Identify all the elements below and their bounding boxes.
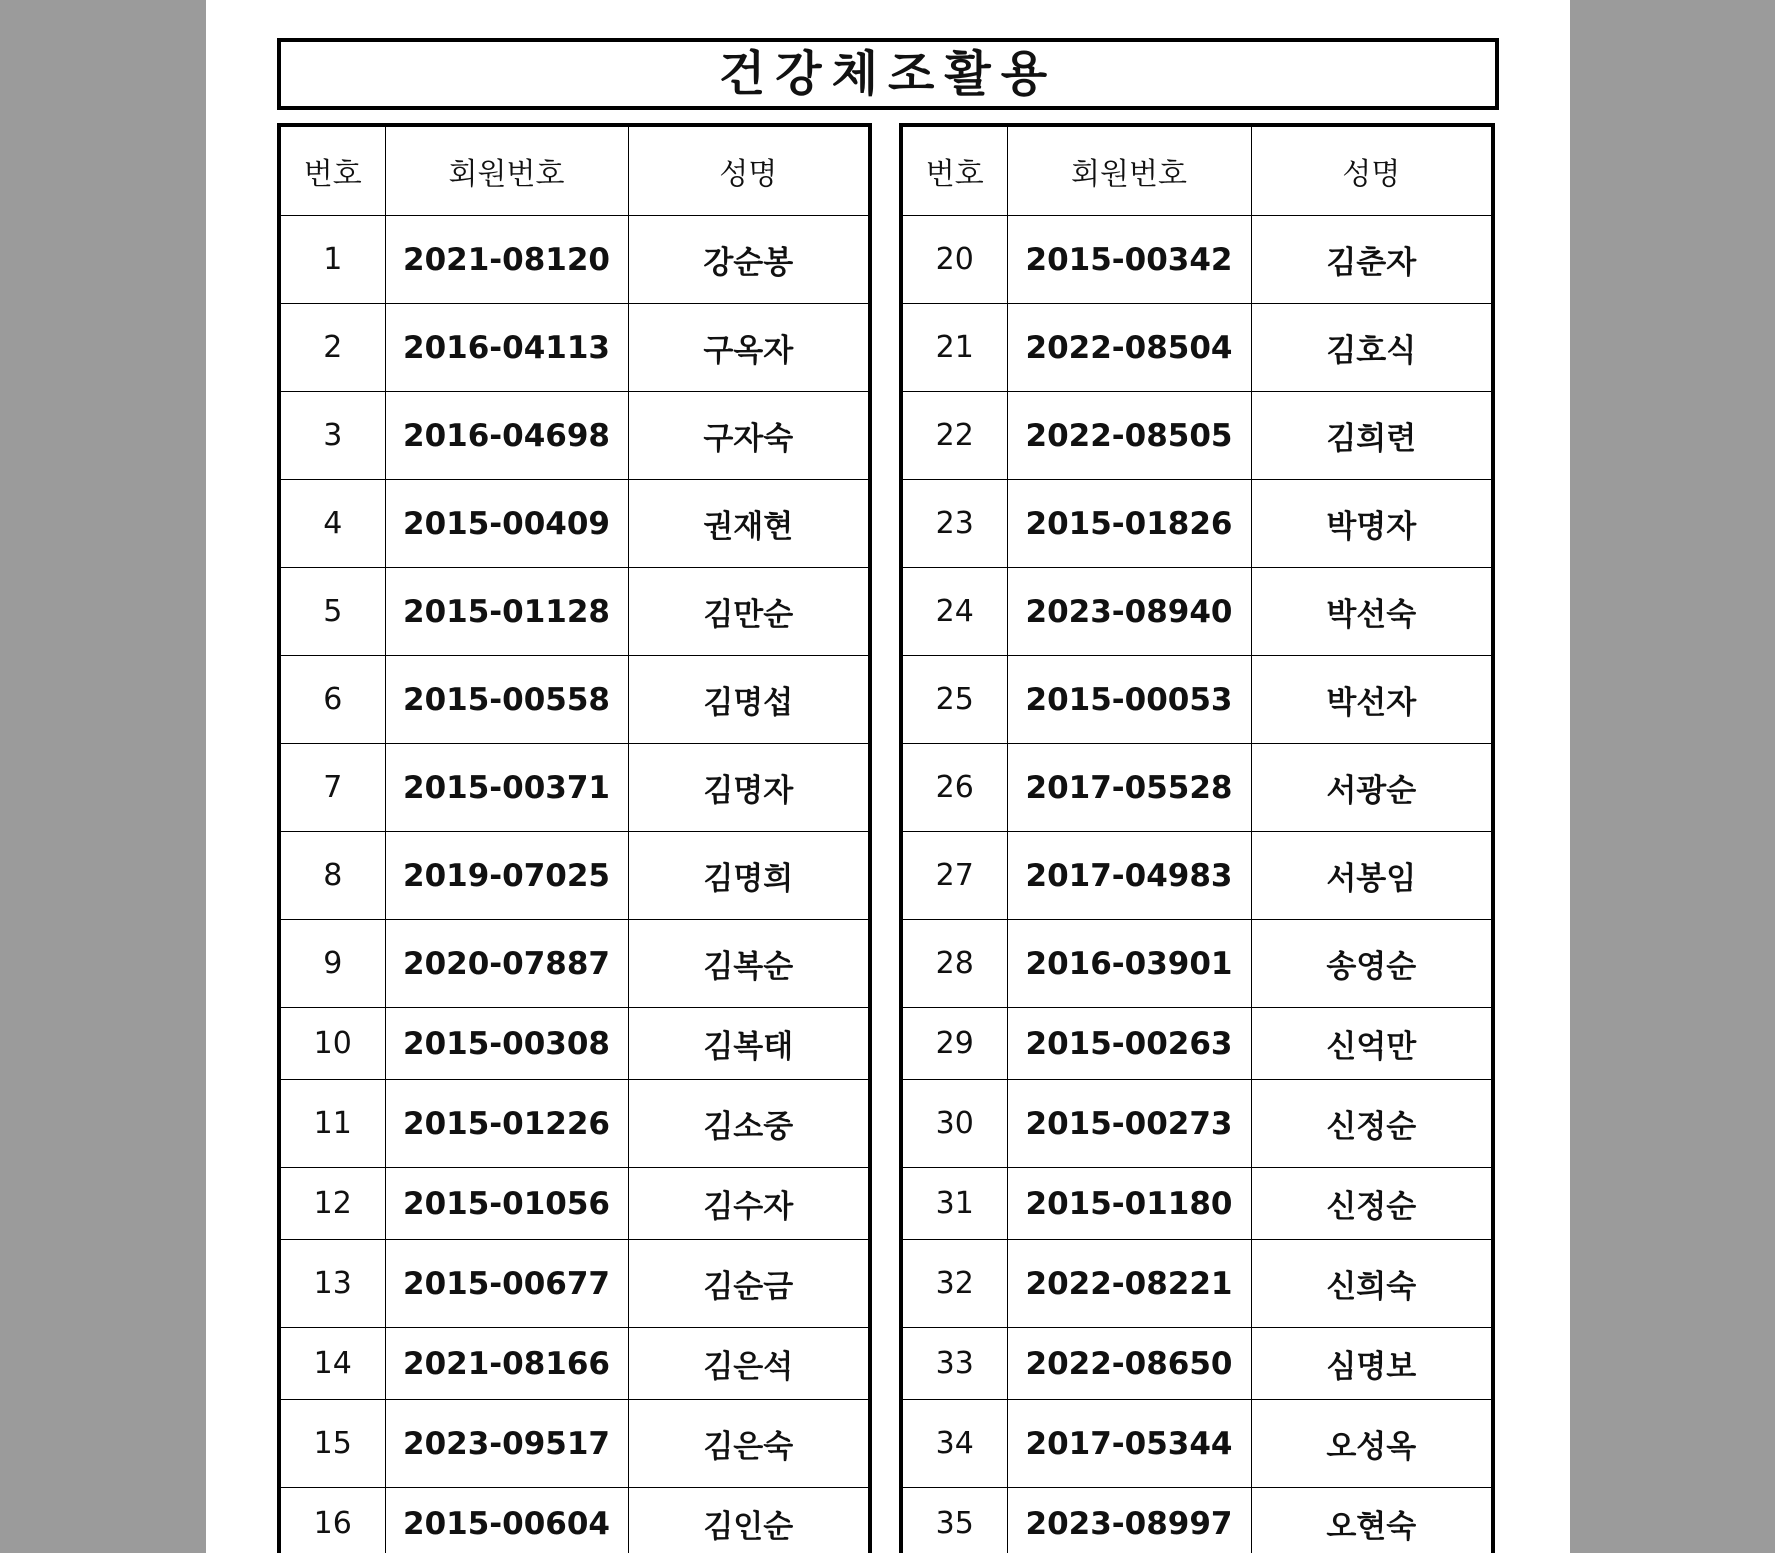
member-name: 강순봉 xyxy=(628,216,870,304)
member-name: 김은숙 xyxy=(628,1400,870,1488)
row-number: 16 xyxy=(279,1488,385,1553)
table-row xyxy=(901,392,1493,480)
member-name: 김인순 xyxy=(628,1488,870,1553)
member-id: 2017-05344 xyxy=(1007,1400,1251,1488)
row-number: 7 xyxy=(279,744,385,832)
member-id: 2020-07887 xyxy=(385,920,628,1008)
row-number: 20 xyxy=(901,216,1007,304)
member-name: 구옥자 xyxy=(628,304,870,392)
table-row xyxy=(279,920,870,1008)
table-row xyxy=(901,1008,1493,1080)
member-name: 서봉임 xyxy=(1251,832,1493,920)
member-name: 김명희 xyxy=(628,832,870,920)
member-id: 2022-08504 xyxy=(1007,304,1251,392)
row-number: 1 xyxy=(279,216,385,304)
table-row xyxy=(279,304,870,392)
member-name: 김은석 xyxy=(628,1328,870,1400)
member-name: 송영순 xyxy=(1251,920,1493,1008)
table-row xyxy=(901,920,1493,1008)
member-id: 2015-00342 xyxy=(1007,216,1251,304)
table-row xyxy=(901,744,1493,832)
member-name: 심명보 xyxy=(1251,1328,1493,1400)
member-id: 2021-08120 xyxy=(385,216,628,304)
row-number: 24 xyxy=(901,568,1007,656)
member-id: 2015-00273 xyxy=(1007,1080,1251,1168)
header-no: 번호 xyxy=(901,125,1007,216)
member-id: 2015-01826 xyxy=(1007,480,1251,568)
table-row xyxy=(279,480,870,568)
member-name: 구자숙 xyxy=(628,392,870,480)
member-id: 2022-08650 xyxy=(1007,1328,1251,1400)
table-row xyxy=(901,1328,1493,1400)
member-name: 신억만 xyxy=(1251,1008,1493,1080)
row-number: 26 xyxy=(901,744,1007,832)
member-name: 박명자 xyxy=(1251,480,1493,568)
table-row xyxy=(279,1488,870,1553)
table-row xyxy=(901,1080,1493,1168)
member-id: 2015-00371 xyxy=(385,744,628,832)
member-id: 2015-00308 xyxy=(385,1008,628,1080)
row-number: 23 xyxy=(901,480,1007,568)
table-row xyxy=(901,480,1493,568)
table-row xyxy=(279,656,870,744)
row-number: 35 xyxy=(901,1488,1007,1553)
table-row xyxy=(279,216,870,304)
member-id: 2015-00558 xyxy=(385,656,628,744)
table-row xyxy=(901,1240,1493,1328)
row-number: 21 xyxy=(901,304,1007,392)
table-row xyxy=(279,1400,870,1488)
row-number: 12 xyxy=(279,1168,385,1240)
table-row xyxy=(279,1168,870,1240)
member-name: 박선숙 xyxy=(1251,568,1493,656)
member-id: 2017-04983 xyxy=(1007,832,1251,920)
member-id: 2022-08221 xyxy=(1007,1240,1251,1328)
member-name: 김호식 xyxy=(1251,304,1493,392)
row-number: 5 xyxy=(279,568,385,656)
row-number: 2 xyxy=(279,304,385,392)
document-page xyxy=(206,0,1570,1553)
table-row xyxy=(279,1080,870,1168)
row-number: 29 xyxy=(901,1008,1007,1080)
row-number: 6 xyxy=(279,656,385,744)
table-row xyxy=(901,1488,1493,1553)
member-name: 김명섭 xyxy=(628,656,870,744)
table-row xyxy=(279,568,870,656)
member-id: 2022-08505 xyxy=(1007,392,1251,480)
member-id: 2023-08997 xyxy=(1007,1488,1251,1553)
member-id: 2015-01128 xyxy=(385,568,628,656)
row-number: 27 xyxy=(901,832,1007,920)
row-number: 13 xyxy=(279,1240,385,1328)
member-name: 신정순 xyxy=(1251,1168,1493,1240)
row-number: 4 xyxy=(279,480,385,568)
member-name: 김순금 xyxy=(628,1240,870,1328)
member-name: 김춘자 xyxy=(1251,216,1493,304)
member-id: 2021-08166 xyxy=(385,1328,628,1400)
member-name: 권재현 xyxy=(628,480,870,568)
member-name: 김소중 xyxy=(628,1080,870,1168)
member-name: 오현숙 xyxy=(1251,1488,1493,1553)
table-row xyxy=(901,1400,1493,1488)
table-row xyxy=(901,216,1493,304)
member-name: 김희련 xyxy=(1251,392,1493,480)
member-table-right xyxy=(899,123,1495,1553)
member-table-left xyxy=(277,123,872,1553)
row-number: 9 xyxy=(279,920,385,1008)
table-body-right xyxy=(901,216,1493,1553)
member-name: 김복태 xyxy=(628,1008,870,1080)
table-row xyxy=(279,392,870,480)
row-number: 32 xyxy=(901,1240,1007,1328)
table-row xyxy=(279,1008,870,1080)
page-title: 건강체조활용 xyxy=(718,46,1058,102)
row-number: 31 xyxy=(901,1168,1007,1240)
row-number: 33 xyxy=(901,1328,1007,1400)
member-id: 2015-01226 xyxy=(385,1080,628,1168)
table-row xyxy=(279,1240,870,1328)
table-row xyxy=(279,832,870,920)
table-row xyxy=(901,568,1493,656)
member-id: 2017-05528 xyxy=(1007,744,1251,832)
row-number: 14 xyxy=(279,1328,385,1400)
table-row xyxy=(901,832,1493,920)
table-body-left xyxy=(279,216,870,1553)
header-row xyxy=(279,125,870,216)
row-number: 15 xyxy=(279,1400,385,1488)
table-row xyxy=(901,656,1493,744)
member-id: 2015-00604 xyxy=(385,1488,628,1553)
member-name: 박선자 xyxy=(1251,656,1493,744)
member-id: 2015-00053 xyxy=(1007,656,1251,744)
member-name: 서광순 xyxy=(1251,744,1493,832)
header-member-id: 회원번호 xyxy=(1007,125,1251,216)
member-name: 김수자 xyxy=(628,1168,870,1240)
table-row xyxy=(279,1328,870,1400)
member-id: 2015-00677 xyxy=(385,1240,628,1328)
member-name: 김만순 xyxy=(628,568,870,656)
header-no: 번호 xyxy=(279,125,385,216)
member-name: 오성옥 xyxy=(1251,1400,1493,1488)
row-number: 10 xyxy=(279,1008,385,1080)
member-name: 김복순 xyxy=(628,920,870,1008)
row-number: 3 xyxy=(279,392,385,480)
row-number: 30 xyxy=(901,1080,1007,1168)
table-row xyxy=(901,1168,1493,1240)
header-row xyxy=(901,125,1493,216)
title-box xyxy=(277,38,1499,110)
member-id: 2015-00263 xyxy=(1007,1008,1251,1080)
member-name: 신정순 xyxy=(1251,1080,1493,1168)
member-id: 2023-08940 xyxy=(1007,568,1251,656)
member-id: 2016-04113 xyxy=(385,304,628,392)
member-id: 2015-01180 xyxy=(1007,1168,1251,1240)
row-number: 11 xyxy=(279,1080,385,1168)
header-name: 성명 xyxy=(628,125,870,216)
header-member-id: 회원번호 xyxy=(385,125,628,216)
header-name: 성명 xyxy=(1251,125,1493,216)
member-id: 2015-01056 xyxy=(385,1168,628,1240)
row-number: 28 xyxy=(901,920,1007,1008)
row-number: 22 xyxy=(901,392,1007,480)
member-id: 2015-00409 xyxy=(385,480,628,568)
member-id: 2019-07025 xyxy=(385,832,628,920)
row-number: 34 xyxy=(901,1400,1007,1488)
member-name: 김명자 xyxy=(628,744,870,832)
row-number: 25 xyxy=(901,656,1007,744)
row-number: 8 xyxy=(279,832,385,920)
member-id: 2023-09517 xyxy=(385,1400,628,1488)
member-name: 신희숙 xyxy=(1251,1240,1493,1328)
table-row xyxy=(901,304,1493,392)
member-id: 2016-04698 xyxy=(385,392,628,480)
table-row xyxy=(279,744,870,832)
member-id: 2016-03901 xyxy=(1007,920,1251,1008)
